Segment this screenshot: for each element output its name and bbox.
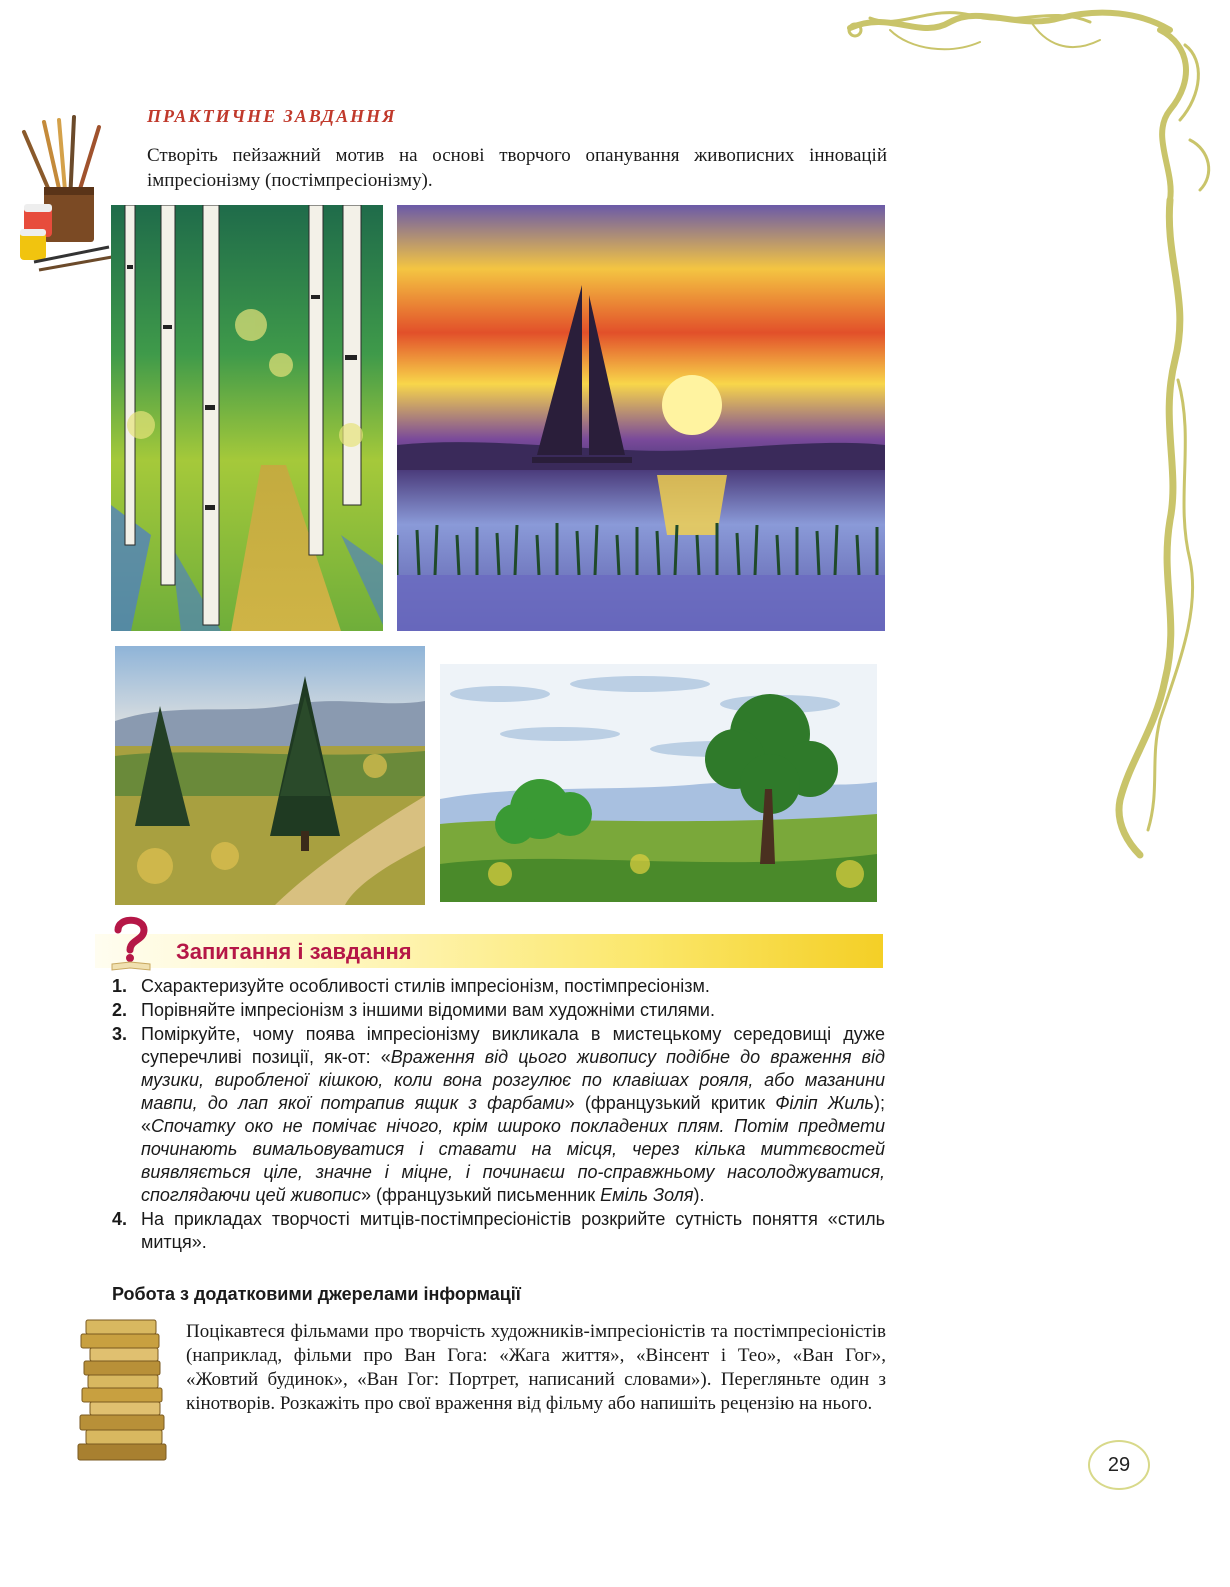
question-text: Схарактеризуйте особливості стилів імпресіонізм, постімпресіонізм. [141,976,710,996]
question-text-part: ). [693,1185,705,1205]
art-supplies-icon [14,112,114,282]
question-item [112,1023,885,1207]
question-text-part: » (французький письменник [361,1185,601,1205]
pointillist-sailboat-sunset-painting [397,205,885,631]
question-item [112,975,885,998]
questions-title: Запитання і завдання [176,939,412,964]
questions-list [112,975,885,1255]
question-text-part: Поміркуйте, чому поява імпресіонізму викликала в мистецькому середовищі дуже суперечливі позиції, як-от: « [141,1024,885,1067]
question-text [141,1023,885,1207]
sources-text: Поцікавтеся фільмами про творчість художників-імпресіоністів та постімпресіоністів (наприклад, фільми про Ван Гога: «Жага життя», «Вінсент і Тео», «Ван Гог», «Жовтий будинок», «Ван Гог: Портрет, написаний словами»). Перегляньте один з кінотворів. Розкажіть про свої враження від фільму або напишіть рецензію на нього. [186,1321,886,1414]
corner-ornament [830,0,1230,860]
question-text-part: » (французький критик [564,1093,776,1113]
practical-task-heading: ПРАКТИЧНЕ ЗАВДАННЯ [147,106,397,126]
question-number: 1. [112,976,128,996]
question-number: 3. [112,1024,128,1044]
question-number: 4. [112,1209,128,1229]
question-book-icon [108,912,154,972]
practical-task-text: Створіть пейзажний мотив на основі творчого опанування живописних інновацій імпресіонізму (постімпресіонізму). [147,145,887,191]
question-text-part: ); « [141,1093,886,1136]
books-stack-icon [76,1315,176,1465]
quote-zola: Спочатку око не помічає нічого, крім широко покладених плям. Потім предмети починають вимальовуватися і ставати на місця, через кілька миттєвостей виявляється ціле, значне і міцне, і починаєш по-справжньому насолоджуватися, споглядаючи цей живопис [141,1116,885,1205]
author-zola: Еміль Золя [600,1185,694,1205]
page-number: 29 [1088,1440,1150,1490]
birch-forest-painting [111,205,383,631]
quote-zhil: Враження від цього живопису подібне до враження від музики, виробленої кішкою, коли вона розгулює по клавішах рояля, або мазанини мавпи, до лап якої потрапив ящик з фарбами [141,1047,886,1113]
impressionist-tree-landscape-painting [440,664,877,902]
question-number: 2. [112,1000,128,1020]
author-zhil: Філіп Жиль [775,1093,875,1113]
sources-heading: Робота з додатковими джерелами інформації [112,1284,521,1304]
question-item [112,999,885,1022]
pine-trees-road-painting [115,646,425,905]
question-text: Порівняйте імпресіонізм з іншими відомими вам художніми стилями. [141,1000,715,1020]
question-item [112,1208,885,1254]
question-text: На прикладах творчості митців-постімпресіоністів розкрийте сутність поняття «стиль митця». [141,1209,885,1252]
